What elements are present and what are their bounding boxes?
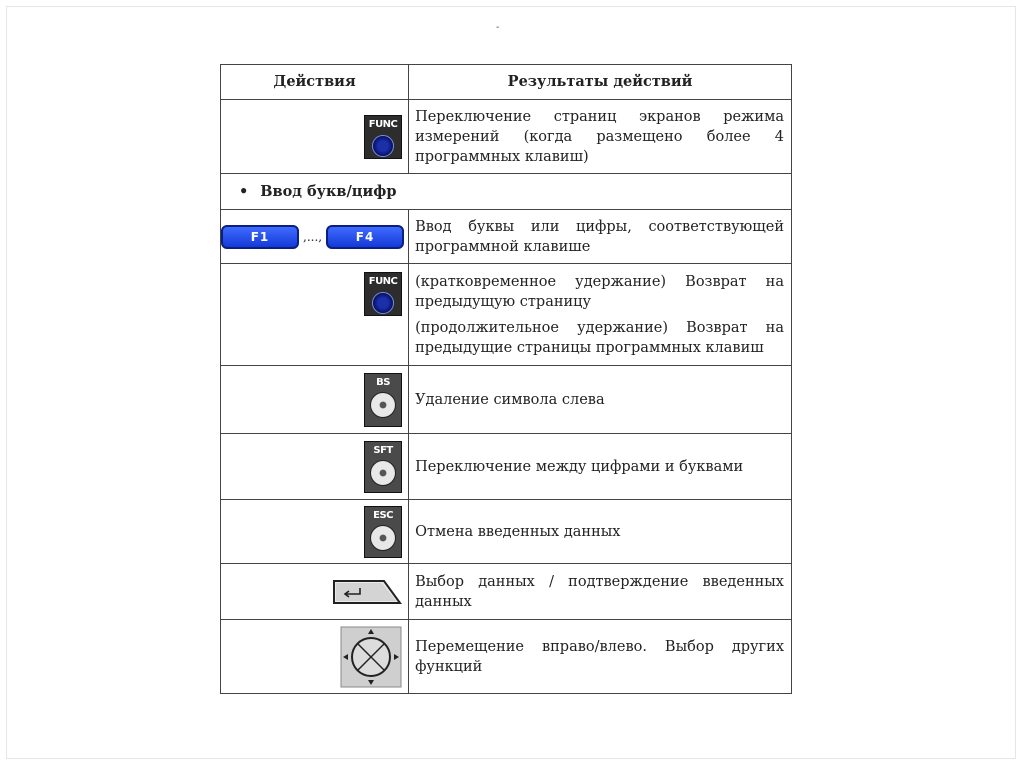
stray-mark: -: [496, 22, 500, 33]
result-cell: Переключение между цифрами и буквами: [409, 434, 792, 500]
result-cell: Перемещение вправо/влево. Выбор других функций: [409, 620, 792, 694]
action-cell: [221, 264, 409, 366]
short-press-text: (кратковременное удержание) Возврат на предыдущую страницу: [415, 273, 784, 310]
table-row: [221, 500, 792, 564]
header-actions: Действия: [221, 65, 409, 100]
result-cell: Отмена введенных данных: [409, 500, 792, 564]
table-row: [221, 564, 792, 620]
action-cell: [221, 366, 409, 434]
sft-key-icon: SFT: [364, 441, 402, 493]
result-cell: Удаление символа слева: [409, 366, 792, 434]
direction-pad-icon: [340, 626, 402, 688]
table-row: [221, 210, 792, 264]
table-row: [221, 620, 792, 694]
f1-key-icon: F1: [221, 225, 299, 249]
func-key-icon: FUNC: [364, 272, 402, 316]
section-heading: • Ввод букв/цифр: [221, 174, 792, 210]
action-cell: [221, 434, 409, 500]
result-cell: Переключение страниц экранов режима измерений (когда размещено более 4 программных клавиш): [409, 100, 792, 174]
action-cell: [221, 100, 409, 174]
table-row: [221, 434, 792, 500]
bs-key-icon: BS: [364, 373, 402, 427]
action-cell: [221, 500, 409, 564]
section-row: [221, 174, 792, 210]
action-cell: [221, 210, 409, 264]
table-row: [221, 366, 792, 434]
key-range-separator: ,...,: [303, 229, 323, 244]
header-results: Результаты действий: [409, 65, 792, 100]
result-cell: Выбор данных / подтверждение введенных данных: [409, 564, 792, 620]
long-press-text: (продолжительное удержание) Возврат на предыдущие страницы программных клавиш: [415, 319, 784, 356]
action-cell: [221, 564, 409, 620]
result-cell: Ввод буквы или цифры, соответствующей программной клавише: [409, 210, 792, 264]
f4-key-icon: F4: [326, 225, 404, 249]
func-key-icon: FUNC: [364, 115, 402, 159]
table-header-row: [221, 65, 792, 100]
table-row: [221, 100, 792, 174]
esc-key-icon: ESC: [364, 506, 402, 558]
result-cell: [409, 264, 792, 366]
action-cell: [221, 620, 409, 694]
table-row: [221, 264, 792, 366]
enter-key-icon: [332, 579, 402, 605]
actions-table: [220, 64, 792, 694]
